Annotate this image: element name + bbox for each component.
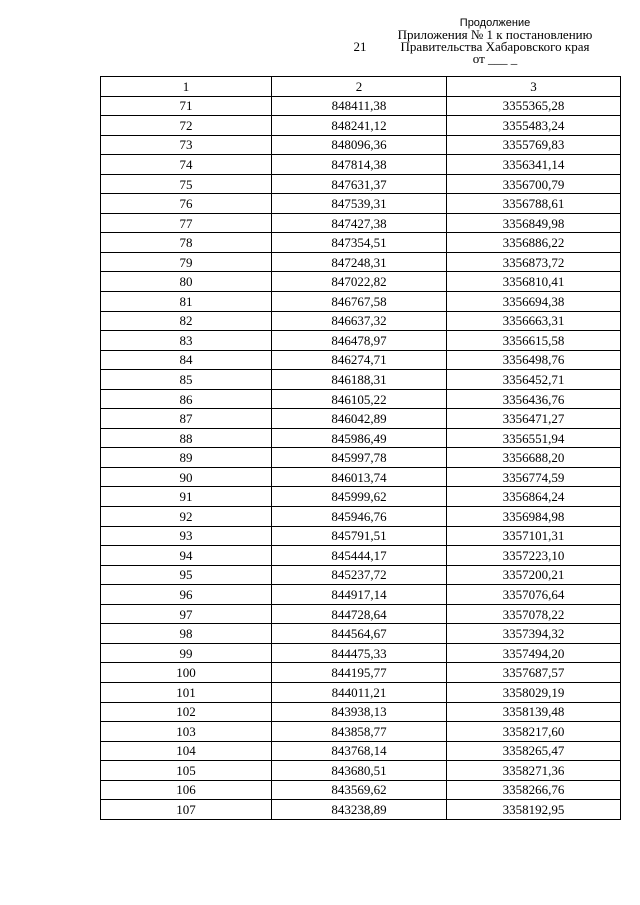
- table-row: [101, 761, 621, 781]
- point-number-cell: 76: [101, 194, 272, 214]
- point-number-cell: 97: [101, 604, 272, 624]
- table-row: [101, 722, 621, 742]
- coordinates-table: [100, 76, 621, 820]
- y-coordinate-cell: 3356864,24: [447, 487, 621, 507]
- table-row: [101, 526, 621, 546]
- table-row: [101, 702, 621, 722]
- y-coordinate-cell: 3357078,22: [447, 604, 621, 624]
- x-coordinate-cell: 843569,62: [272, 780, 447, 800]
- table-row: [101, 331, 621, 351]
- y-coordinate-cell: 3358266,76: [447, 780, 621, 800]
- x-coordinate-cell: 847248,31: [272, 252, 447, 272]
- x-coordinate-cell: 847631,37: [272, 174, 447, 194]
- continuation-label: Продолжение: [459, 17, 531, 29]
- y-coordinate-cell: 3358192,95: [447, 800, 621, 820]
- y-coordinate-cell: 3358029,19: [447, 682, 621, 702]
- point-number-cell: 96: [101, 585, 272, 605]
- x-coordinate-cell: 843238,89: [272, 800, 447, 820]
- point-number-cell: 81: [101, 292, 272, 312]
- point-number-cell: 77: [101, 213, 272, 233]
- point-number-cell: 83: [101, 331, 272, 351]
- point-number-cell: 102: [101, 702, 272, 722]
- y-coordinate-cell: 3356341,14: [447, 155, 621, 175]
- table-body: [101, 77, 621, 820]
- x-coordinate-cell: 845946,76: [272, 507, 447, 527]
- point-number-cell: 87: [101, 409, 272, 429]
- point-number-cell: 71: [101, 96, 272, 116]
- decree-date: от ___ _: [472, 51, 518, 66]
- y-coordinate-cell: 3355483,24: [447, 116, 621, 136]
- point-number-cell: 75: [101, 174, 272, 194]
- x-coordinate-cell: 843858,77: [272, 722, 447, 742]
- y-coordinate-cell: 3356615,58: [447, 331, 621, 351]
- point-number-cell: 73: [101, 135, 272, 155]
- table-row: [101, 780, 621, 800]
- x-coordinate-cell: 846105,22: [272, 389, 447, 409]
- y-coordinate-cell: 3356551,94: [447, 428, 621, 448]
- table-row: [101, 370, 621, 390]
- x-coordinate-cell: 845444,17: [272, 546, 447, 566]
- y-coordinate-cell: 3357101,31: [447, 526, 621, 546]
- point-number-cell: 92: [101, 507, 272, 527]
- point-number-cell: 90: [101, 467, 272, 487]
- table-row: [101, 233, 621, 253]
- x-coordinate-cell: 846188,31: [272, 370, 447, 390]
- point-number-cell: 78: [101, 233, 272, 253]
- point-number-cell: 85: [101, 370, 272, 390]
- point-number-cell: 95: [101, 565, 272, 585]
- point-number-cell: 98: [101, 624, 272, 644]
- column-header-point: 1: [101, 77, 272, 97]
- x-coordinate-cell: 847022,82: [272, 272, 447, 292]
- table-row: [101, 213, 621, 233]
- y-coordinate-cell: 3356788,61: [447, 194, 621, 214]
- x-coordinate-cell: 846478,97: [272, 331, 447, 351]
- x-coordinate-cell: 844917,14: [272, 585, 447, 605]
- y-coordinate-cell: 3356886,22: [447, 233, 621, 253]
- table-row: [101, 604, 621, 624]
- x-coordinate-cell: 845791,51: [272, 526, 447, 546]
- x-coordinate-cell: 848241,12: [272, 116, 447, 136]
- point-number-cell: 91: [101, 487, 272, 507]
- y-coordinate-cell: 3356873,72: [447, 252, 621, 272]
- x-coordinate-cell: 843938,13: [272, 702, 447, 722]
- table-row: [101, 800, 621, 820]
- y-coordinate-cell: 3356810,41: [447, 272, 621, 292]
- table-row: [101, 565, 621, 585]
- x-coordinate-cell: 843680,51: [272, 761, 447, 781]
- y-coordinate-cell: 3356663,31: [447, 311, 621, 331]
- x-coordinate-cell: 846042,89: [272, 409, 447, 429]
- x-coordinate-cell: 847427,38: [272, 213, 447, 233]
- y-coordinate-cell: 3355769,83: [447, 135, 621, 155]
- point-number-cell: 82: [101, 311, 272, 331]
- table-row: [101, 252, 621, 272]
- table-row: [101, 311, 621, 331]
- y-coordinate-cell: 3356694,38: [447, 292, 621, 312]
- table-row: [101, 96, 621, 116]
- table-row: [101, 448, 621, 468]
- table-row: [101, 624, 621, 644]
- y-coordinate-cell: 3356498,76: [447, 350, 621, 370]
- y-coordinate-cell: 3357394,32: [447, 624, 621, 644]
- table-row: [101, 389, 621, 409]
- point-number-cell: 94: [101, 546, 272, 566]
- page-number: 21: [353, 39, 367, 54]
- table-row: [101, 116, 621, 136]
- y-coordinate-cell: 3357223,10: [447, 546, 621, 566]
- column-header-x: 2: [272, 77, 447, 97]
- table-row: [101, 292, 621, 312]
- x-coordinate-cell: 843768,14: [272, 741, 447, 761]
- table-row: [101, 487, 621, 507]
- table-row: [101, 741, 621, 761]
- y-coordinate-cell: 3356471,27: [447, 409, 621, 429]
- point-number-cell: 79: [101, 252, 272, 272]
- point-number-cell: 89: [101, 448, 272, 468]
- point-number-cell: 101: [101, 682, 272, 702]
- point-number-cell: 84: [101, 350, 272, 370]
- x-coordinate-cell: 846013,74: [272, 467, 447, 487]
- table-row: [101, 350, 621, 370]
- y-coordinate-cell: 3358139,48: [447, 702, 621, 722]
- y-coordinate-cell: 3356436,76: [447, 389, 621, 409]
- y-coordinate-cell: 3357200,21: [447, 565, 621, 585]
- y-coordinate-cell: 3357687,57: [447, 663, 621, 683]
- point-number-cell: 99: [101, 643, 272, 663]
- y-coordinate-cell: 3356688,20: [447, 448, 621, 468]
- x-coordinate-cell: 845999,62: [272, 487, 447, 507]
- table-row: [101, 135, 621, 155]
- x-coordinate-cell: 844475,33: [272, 643, 447, 663]
- table-row: [101, 194, 621, 214]
- government-name: Правительства Хабаровского края: [400, 39, 590, 54]
- table-row: [101, 585, 621, 605]
- appendix-header: [375, 17, 615, 65]
- table-row: [101, 682, 621, 702]
- point-number-cell: 106: [101, 780, 272, 800]
- table-row: [101, 428, 621, 448]
- table-row: [101, 467, 621, 487]
- x-coordinate-cell: 844564,67: [272, 624, 447, 644]
- table-header-row: [101, 77, 621, 97]
- y-coordinate-cell: 3356849,98: [447, 213, 621, 233]
- table-row: [101, 155, 621, 175]
- appendix-reference: Приложения № 1 к постановлению: [397, 27, 593, 42]
- y-coordinate-cell: 3358265,47: [447, 741, 621, 761]
- point-number-cell: 100: [101, 663, 272, 683]
- point-number-cell: 74: [101, 155, 272, 175]
- x-coordinate-cell: 847354,51: [272, 233, 447, 253]
- table-row: [101, 643, 621, 663]
- x-coordinate-cell: 848411,38: [272, 96, 447, 116]
- y-coordinate-cell: 3356774,59: [447, 467, 621, 487]
- point-number-cell: 80: [101, 272, 272, 292]
- x-coordinate-cell: 846767,58: [272, 292, 447, 312]
- x-coordinate-cell: 844195,77: [272, 663, 447, 683]
- x-coordinate-cell: 845237,72: [272, 565, 447, 585]
- y-coordinate-cell: 3358271,36: [447, 761, 621, 781]
- point-number-cell: 104: [101, 741, 272, 761]
- point-number-cell: 105: [101, 761, 272, 781]
- table-row: [101, 507, 621, 527]
- point-number-cell: 86: [101, 389, 272, 409]
- point-number-cell: 93: [101, 526, 272, 546]
- y-coordinate-cell: 3355365,28: [447, 96, 621, 116]
- x-coordinate-cell: 844728,64: [272, 604, 447, 624]
- point-number-cell: 103: [101, 722, 272, 742]
- table-row: [101, 546, 621, 566]
- x-coordinate-cell: 845986,49: [272, 428, 447, 448]
- y-coordinate-cell: 3357494,20: [447, 643, 621, 663]
- x-coordinate-cell: 844011,21: [272, 682, 447, 702]
- table-row: [101, 409, 621, 429]
- x-coordinate-cell: 848096,36: [272, 135, 447, 155]
- y-coordinate-cell: 3357076,64: [447, 585, 621, 605]
- y-coordinate-cell: 3356700,79: [447, 174, 621, 194]
- table-row: [101, 272, 621, 292]
- x-coordinate-cell: 846637,32: [272, 311, 447, 331]
- point-number-cell: 72: [101, 116, 272, 136]
- column-header-y: 3: [447, 77, 621, 97]
- y-coordinate-cell: 3356452,71: [447, 370, 621, 390]
- y-coordinate-cell: 3358217,60: [447, 722, 621, 742]
- table-row: [101, 663, 621, 683]
- point-number-cell: 107: [101, 800, 272, 820]
- table-row: [101, 174, 621, 194]
- point-number-cell: 88: [101, 428, 272, 448]
- x-coordinate-cell: 846274,71: [272, 350, 447, 370]
- x-coordinate-cell: 845997,78: [272, 448, 447, 468]
- x-coordinate-cell: 847814,38: [272, 155, 447, 175]
- x-coordinate-cell: 847539,31: [272, 194, 447, 214]
- y-coordinate-cell: 3356984,98: [447, 507, 621, 527]
